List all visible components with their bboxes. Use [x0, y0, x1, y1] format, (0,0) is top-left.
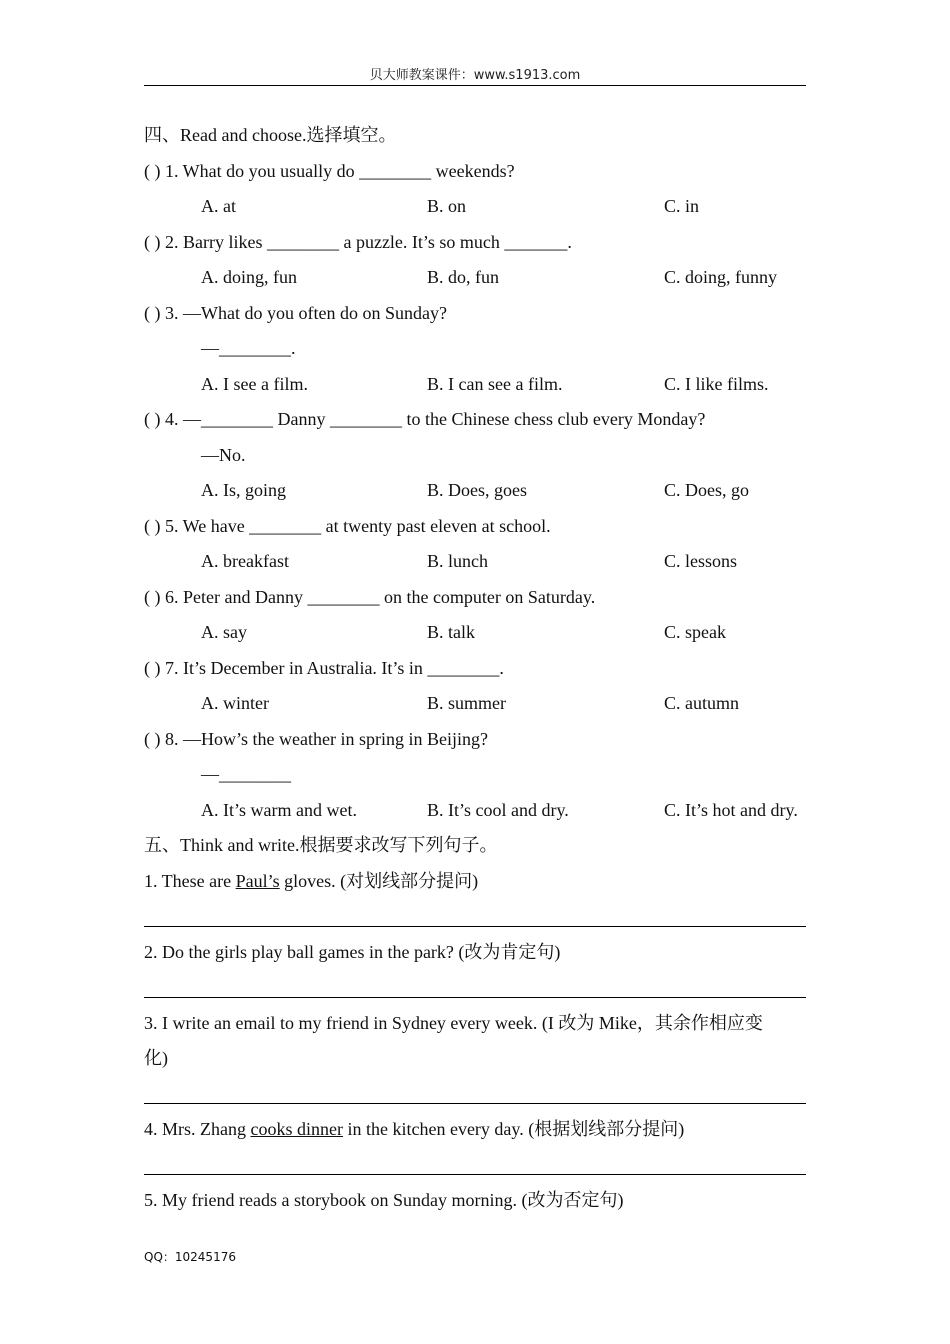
question-3-options [144, 367, 806, 403]
question-4: ( ) 4. —________ Danny ________ to the Chinese chess club every Monday? [144, 409, 706, 429]
rewrite-5: 5. My friend reads a storybook on Sunday morning. (改为否定句) [144, 1190, 624, 1210]
option-b: B. It’s cool and dry. [427, 799, 569, 820]
question-7-options [144, 686, 806, 722]
rewrite-4 [144, 1112, 806, 1148]
option-a: A. breakfast [201, 551, 289, 571]
rewrite-1-text: 1. These are [144, 870, 236, 891]
option-a: A. winter [201, 693, 269, 713]
option-c: C. autumn [664, 693, 739, 713]
option-a: A. Is, going [201, 480, 286, 500]
option-c: C. speak [664, 622, 726, 642]
rewrite-3: 3. I write an email to my friend in Sydney every week. (I 改为 Mike，其余作相应变 [144, 1012, 763, 1033]
question-3: ( ) 3. —What do you often do on Sunday? [144, 302, 447, 323]
question-8-reply: —________ [201, 764, 291, 784]
option-b: B. talk [427, 622, 475, 642]
option-c: C. Does, go [664, 480, 749, 500]
option-b: B. do, fun [427, 267, 499, 287]
answer-line-3[interactable] [144, 1077, 806, 1113]
option-c: C. doing, funny [664, 267, 778, 287]
question-3-reply: —________. [201, 338, 296, 358]
question-4-reply: —No. [201, 444, 246, 465]
question-6: ( ) 6. Peter and Danny ________ on the computer on Saturday. [144, 586, 596, 607]
worksheet-body [144, 118, 806, 1219]
option-a: A. It’s warm and wet. [201, 799, 357, 820]
option-c: C. in [664, 196, 700, 216]
question-5-options [144, 544, 806, 580]
question-6-options [144, 615, 806, 651]
question-2-options [144, 260, 806, 296]
underlined-phrase: Paul’s [235, 870, 280, 891]
page-footer: QQ：10245176 [144, 1250, 236, 1264]
option-b: B. lunch [427, 551, 488, 571]
question-2: ( ) 2. Barry likes ________ a puzzle. It’s so much _______. [144, 231, 572, 252]
rewrite-4-text: 4. Mrs. Zhang [144, 1119, 251, 1139]
option-b: B. summer [427, 693, 506, 713]
option-b: B. I can see a film. [427, 373, 563, 394]
option-c: C. It’s hot and dry. [664, 799, 798, 820]
header-divider [144, 85, 806, 86]
rewrite-3-cont: 化) [144, 1048, 168, 1068]
rewrite-2: 2. Do the girls play ball games in the park? (改为肯定句) [144, 941, 561, 962]
answer-line-4[interactable] [144, 1148, 806, 1184]
rewrite-1-note: gloves. (对划线部分提问) [279, 870, 479, 891]
option-c: C. lessons [664, 551, 738, 571]
question-8: ( ) 8. —How’s the weather in spring in Beijing? [144, 728, 488, 749]
question-8-options [144, 793, 806, 829]
question-5: ( ) 5. We have ________ at twenty past eleven at school. [144, 515, 551, 536]
underlined-phrase: cooks dinner [250, 1119, 343, 1139]
option-c: C. I like films. [664, 373, 769, 394]
page-header: 贝大师教案课件：www.s1913.com [369, 68, 581, 83]
answer-line-1[interactable] [144, 899, 806, 935]
question-7: ( ) 7. It’s December in Australia. It’s in ________. [144, 657, 504, 678]
section5-title: 五、Think and write.根据要求改写下列句子。 [144, 835, 498, 855]
option-b: B. Does, goes [427, 480, 527, 500]
question-1-options [144, 189, 806, 225]
rewrite-4-note: in the kitchen every day. (根据划线部分提问) [342, 1119, 685, 1139]
question-1: ( ) 1. What do you usually do ________ weekends? [144, 160, 515, 181]
option-a: A. I see a film. [201, 373, 308, 394]
option-a: A. say [201, 622, 247, 642]
answer-line-2[interactable] [144, 970, 806, 1006]
section4-title: 四、Read and choose.选择填空。 [144, 125, 397, 145]
question-4-options [144, 473, 806, 509]
option-a: A. doing, fun [201, 267, 297, 287]
option-a: A. at [201, 196, 236, 216]
option-b: B. on [427, 196, 467, 216]
rewrite-1 [144, 864, 806, 900]
